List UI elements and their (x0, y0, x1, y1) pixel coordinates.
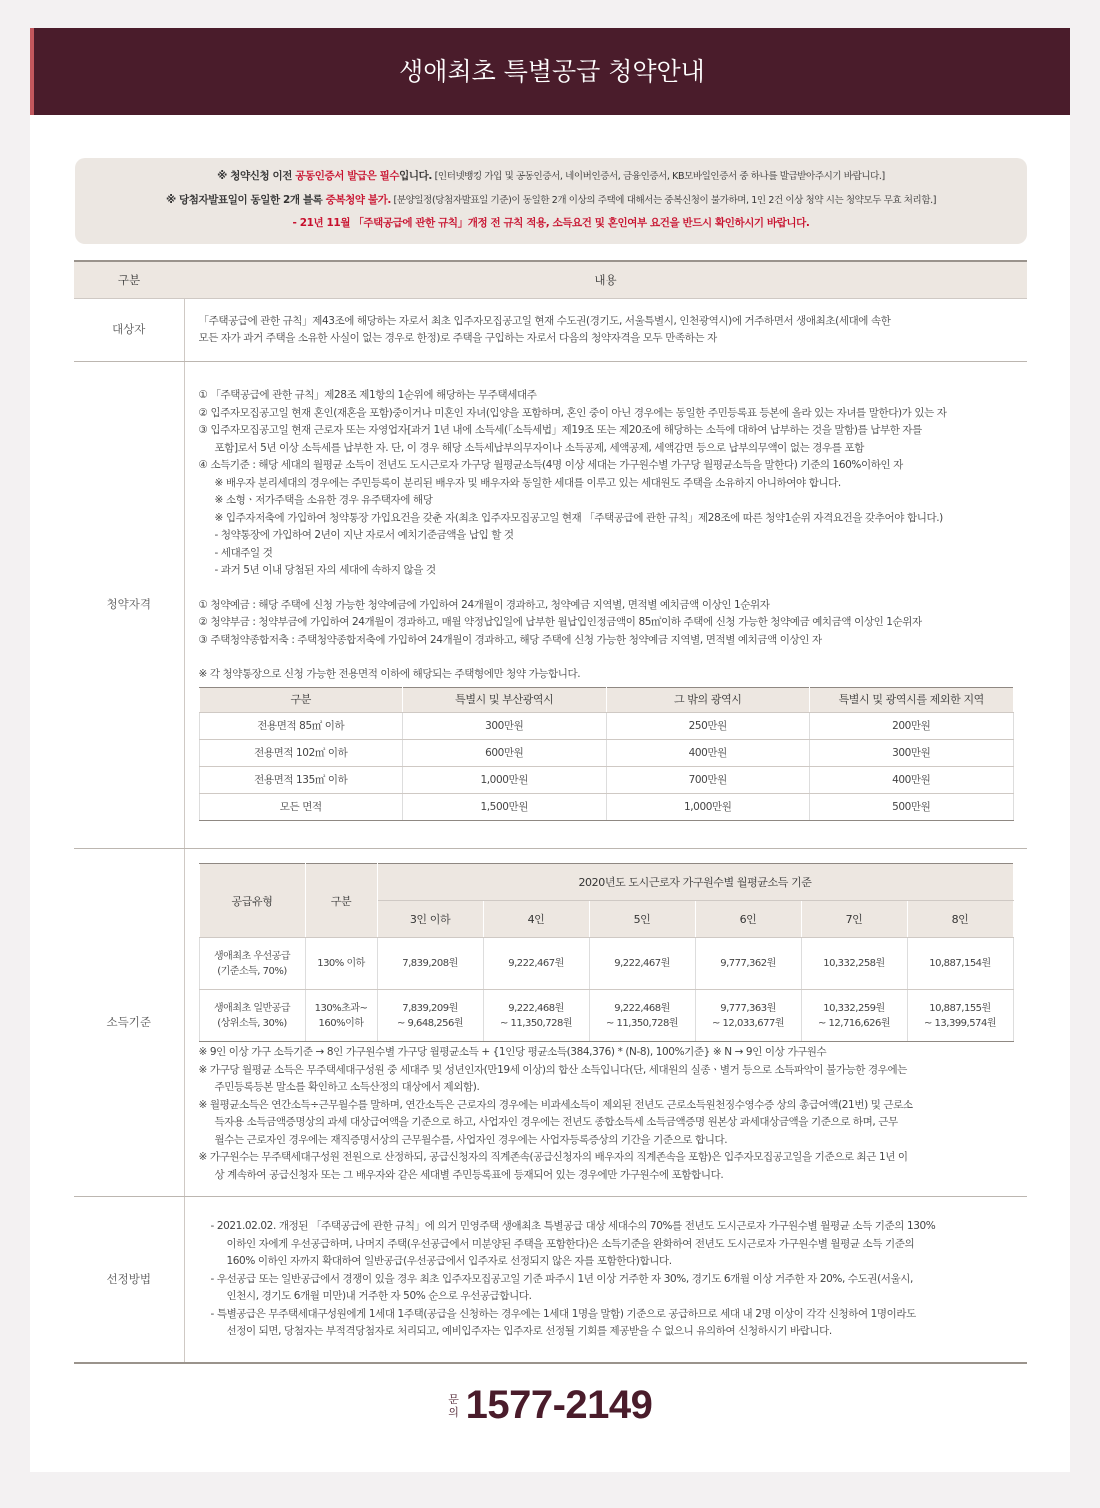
table-row (199, 990, 1013, 1042)
note-line: ※ 9인 이상 가구 소득기준 → 8인 가구원수별 가구당 월평균소득 + {1인당 평균소득(384,376) * (N-8), 100%기준} ※ N → 9인 이상 가구원수 (198, 1046, 827, 1058)
income-div-line: 130%초과~ (314, 1002, 368, 1014)
text-line: ② 청약부금 : 청약부금에 가입하여 24개월이 경과하고, 매월 약정납입일에 납부한 월납입인정금액이 85㎡이하 주택에 신청 가능한 청약예금 예치금액 이상인 1순위자 (198, 616, 922, 629)
income-value: 7,839,209원 (402, 1002, 458, 1014)
income-header-size: 6인 (695, 901, 801, 938)
spacer (199, 580, 1020, 597)
deposit-cell: 전용면적 135㎡ 이하 (199, 766, 403, 793)
table-row (199, 712, 1013, 739)
text-line: ② 입주자모집공고일 현재 혼인(재혼을 포함)중이거나 미혼인 자녀(입양을 포함하며, 혼인 중이 아닌 경우에는 동일한 주민등록표 등본에 올라 있는 자녀를 말한다)가 있는 자 (198, 406, 947, 419)
income-div-line: 160%이하 (318, 1017, 364, 1029)
income-type-cell (199, 990, 305, 1042)
deposit-cell: 700만원 (606, 766, 810, 793)
text-line: 이하인 자에게 우선공급하며, 나머지 주택(우선공급에서 미분양된 주택을 포함한다)은 소득기준을 완화하여 전년도 도시근로자 가구원수별 월평균 소득 기준의 (226, 1237, 915, 1250)
notice-text: ※ 당첨자발표일이 동일한 2개 블록 (165, 194, 326, 206)
income-value: 10,332,259원 (823, 1002, 885, 1014)
text-line: ※ 소형ㆍ저가주택을 소유한 경우 유주택자에 해당 (214, 494, 433, 507)
income-cell (801, 938, 907, 990)
income-cell (483, 990, 589, 1042)
note-line: 상 계속하여 공급신청자 또는 그 배우자와 같은 세대별 주민등록표에 등재되어 있는 경우에만 가구원수에 포함합니다. (214, 1168, 724, 1181)
text-line: - 2021.02.02. 개정된 「주택공급에 관한 규칙」에 의거 민영주택 생애최초 특별공급 대상 세대수의 70%를 전년도 도시근로자 가구원수별 월평균 소득 기준의 130% (210, 1220, 936, 1232)
deposit-cell: 200만원 (810, 712, 1014, 739)
deposit-header: 특별시 및 부산광역시 (403, 687, 607, 712)
table-row (199, 766, 1013, 793)
notice-line-1 (75, 168, 1027, 183)
notice-highlight: 중복청약 불가. (325, 194, 391, 206)
deposit-cell: 500만원 (810, 793, 1014, 820)
table-row (199, 793, 1013, 820)
notice-text: 입니다. (399, 170, 432, 182)
header-category: 구분 (74, 261, 184, 299)
deposit-table (199, 687, 1014, 821)
notice-box (75, 158, 1027, 244)
note-line: ※ 가구원수는 무주택세대구성원 전원으로 산정하되, 공급신청자의 직계존속(공급신청자의 배우자의 직계존속을 포함)은 입주자모집공고일을 기준으로 최근 1년 이 (198, 1151, 908, 1163)
qualification-content (184, 362, 1027, 849)
income-type-line: 생애최초 일반공급 (214, 1002, 290, 1014)
income-div-cell (305, 938, 377, 990)
income-cell (801, 990, 907, 1042)
income-div-cell (305, 990, 377, 1042)
income-header-type: 공급유형 (199, 864, 305, 938)
deposit-cell: 300만원 (810, 739, 1014, 766)
text-line: - 청약통장에 가입하여 2년이 지난 자로서 예치기준금액을 납입 할 것 (214, 529, 514, 542)
deposit-header: 특별시 및 광역시를 제외한 지역 (810, 687, 1014, 712)
income-table (199, 863, 1014, 1042)
income-header-group: 2020년도 도시근로자 가구원수별 월평균소득 기준 (377, 864, 1013, 901)
deposit-cell: 300만원 (403, 712, 607, 739)
text-line: ※ 입주자저축에 가입하여 청약통장 가입요건을 갖춘 자(최초 입주자모집공고일 현재 「주택공급에 관한 규칙」제28조에 따른 청약1순위 자격요건을 갖추어야 합니다.) (214, 511, 943, 524)
deposit-cell: 1,000만원 (606, 793, 810, 820)
page-title: 생애최초 특별공급 청약안내 (399, 57, 705, 86)
income-cell (589, 990, 695, 1042)
text-line: ※ 배우자 분리세대의 경우에는 주민등록이 분리된 배우자 및 배우자와 동일한 세대를 이루고 있는 세대원도 주택을 소유하지 아니하여야 합니다. (214, 476, 841, 489)
income-div-line: 130% 이하 (317, 958, 365, 969)
income-cell (695, 938, 801, 990)
income-cell (483, 938, 589, 990)
deposit-note: ※ 각 청약통장으로 신청 가능한 전용면적 이하에 해당되는 주택형에만 청약 가능합니다. (198, 668, 581, 681)
contact-label: 문의 (448, 1392, 459, 1419)
text-line: ④ 소득기준 : 해당 세대의 월평균 소득이 전년도 도시근로자 가구당 월평균소득(4명 이상 세대는 가구원수별 가구당 월평균소득을 말한다) 기준의 160%이하인 자 (198, 459, 903, 472)
text-line: 160% 이하인 자까지 확대하여 일반공급(우선공급에서 입주자로 선정되지 않은 자를 포함한다)합니다. (226, 1255, 672, 1267)
note-line: 주민등록등본 말소를 확인하고 소득산정의 대상에서 제외함). (214, 1081, 480, 1093)
deposit-cell: 400만원 (606, 739, 810, 766)
income-value: ~ 12,716,626원 (818, 1017, 890, 1029)
notice-text: ※ 청약신청 이전 (217, 170, 296, 182)
note-line: ※ 가구당 월평균 소득은 무주택세대구성원 중 세대주 및 성년인자(만19세 이상)의 합산 소득입니다(단, 세대원의 실종ㆍ별거 등으로 소득파악이 불가능한 경우에는 (198, 1063, 907, 1076)
contact (30, 1383, 1070, 1428)
table-row (199, 739, 1013, 766)
income-value: 9,222,467원 (614, 958, 670, 969)
income-value: 9,222,468원 (508, 1002, 564, 1014)
income-cell (695, 990, 801, 1042)
deposit-cell: 모든 면적 (199, 793, 403, 820)
income-value: 9,777,362원 (720, 958, 776, 969)
text-line: 모든 자가 과거 주택을 소유한 사실이 없는 경우로 한정)로 주택을 구입하는 자로서 다음의 청약자격을 모두 만족하는 자 (198, 332, 717, 344)
info-table (74, 260, 1027, 1364)
text-line: 선정이 되면, 당첨자는 부적격당첨자로 처리되고, 예비입주자는 입주자로 선정될 기회를 제공받을 수 없으니 유의하여 신청하시기 바랍니다. (226, 1325, 832, 1337)
deposit-cell: 600만원 (403, 739, 607, 766)
page (30, 28, 1070, 1472)
deposit-cell: 1,000만원 (403, 766, 607, 793)
income-header-size: 7인 (801, 901, 907, 938)
income-value: 10,332,258원 (823, 958, 885, 969)
income-header-size: 8인 (907, 901, 1013, 938)
income-value: 7,839,208원 (402, 958, 458, 969)
income-value: 9,777,363원 (720, 1002, 776, 1014)
note-line: 득자용 소득금액증명상의 과세 대상급여액을 기준으로 하고, 사업자인 경우에는 전년도 종합소득세 소득금액증명 원본상 과세대상금액을 기준으로 하며, 근무 (214, 1116, 898, 1128)
income-cell (377, 938, 483, 990)
text-line: 포함]로서 5년 이상 소득세를 납부한 자. 단, 이 경우 해당 소득세납부의무자이나 소득공제, 세액공제, 세액감면 등으로 납부의무액이 없는 경우를 포함 (214, 441, 864, 454)
income-value: 10,887,155원 (929, 1002, 991, 1014)
notice-highlight: 공동인증서 발급은 필수 (295, 170, 400, 182)
text-line: - 특별공급은 무주택세대구성원에게 1세대 1주택(공급을 신청하는 경우에는 1세대 1명을 말함) 기준으로 공급하므로 세대 내 2명 이상이 각각 신청하여 1명이라도 (210, 1307, 916, 1320)
text-line: 인천시, 경기도 6개월 미만)내 거주한 자 50% 순으로 우선공급합니다. (226, 1290, 532, 1302)
header-content: 내용 (184, 261, 1027, 299)
income-header-size: 4인 (483, 901, 589, 938)
income-value: 9,222,467원 (508, 958, 564, 969)
deposit-header: 그 밖의 광역시 (606, 687, 810, 712)
income-type-line: 생애최초 우선공급 (214, 950, 290, 962)
notice-small-text: [분양일정(당첨자발표일 기준)이 동일한 2개 이상의 주택에 대해서는 중복신청이 불가하며, 1인 2건 이상 청약 시는 청약모두 무효 처리함.] (390, 195, 937, 206)
deposit-cell: 250만원 (606, 712, 810, 739)
row-income (74, 849, 1027, 1197)
phone-number[interactable]: 1577-2149 (465, 1383, 653, 1427)
selection-content (184, 1197, 1027, 1363)
row-label-income: 소득기준 (74, 849, 184, 1197)
spacer (199, 649, 1020, 666)
income-cell (377, 990, 483, 1042)
income-header-size: 3인 이하 (377, 901, 483, 938)
deposit-cell: 전용면적 102㎡ 이하 (199, 739, 403, 766)
row-label-selection: 선정방법 (74, 1197, 184, 1363)
row-label-target: 대상자 (74, 299, 184, 362)
row-label-qualification: 청약자격 (74, 362, 184, 849)
row-target (74, 299, 1027, 362)
income-notes (199, 1044, 1020, 1184)
deposit-cell: 전용면적 85㎡ 이하 (199, 712, 403, 739)
deposit-cell: 1,500만원 (403, 793, 607, 820)
income-value: ~ 12,033,677원 (712, 1017, 784, 1029)
income-header-size: 5인 (589, 901, 695, 938)
income-value: ~ 11,350,728원 (500, 1017, 572, 1029)
income-cell (589, 938, 695, 990)
page-header (30, 28, 1070, 115)
notice-small-text: [인터넷뱅킹 가입 및 공동인증서, 네이버인증서, 금융인증서, KB모바일인증서 중 하나를 발급받아주시기 바랍니다.] (432, 171, 885, 182)
text-line: - 우선공급 또는 일반공급에서 경쟁이 있을 경우 최초 입주자모집공고일 기준 파주시 1년 이상 거주한 자 30%, 경기도 6개월 이상 거주한 자 20%, 수도권(서울시, (210, 1272, 913, 1285)
income-content (184, 849, 1027, 1197)
row-selection (74, 1197, 1027, 1363)
income-type-line: (상위소득, 30%) (217, 1017, 287, 1029)
note-line: ※ 월평균소득은 연간소득÷근무월수를 말하며, 연간소득은 근로자의 경우에는 비과세소득이 제외된 전년도 근로소득원천징수영수증 상의 총급여액(21번) 및 근로소 (198, 1098, 913, 1111)
text-line: - 과거 5년 이내 당첨된 자의 세대에 속하지 않을 것 (214, 564, 436, 577)
income-cell (907, 938, 1013, 990)
income-value: ~ 13,399,574원 (924, 1017, 996, 1029)
table-row (199, 938, 1013, 990)
income-type-cell (199, 938, 305, 990)
income-value: ~ 9,648,256원 (396, 1017, 464, 1029)
row-qualification (74, 362, 1027, 849)
income-header-div: 구분 (305, 864, 377, 938)
income-value: 9,222,468원 (614, 1002, 670, 1014)
target-content (184, 299, 1027, 362)
text-line: ③ 주택청약종합저축 : 주택청약종합저축에 가입하여 24개월이 경과하고, 해당 주택에 신청 가능한 청약예금 지역별, 면적별 예치금액 이상인 자 (198, 633, 822, 646)
notice-line-2 (75, 192, 1027, 207)
deposit-header: 구분 (199, 687, 403, 712)
text-line: ① 「주택공급에 관한 규칙」제28조 제1항의 1순위에 해당하는 무주택세대주 (198, 389, 537, 402)
notice-line-3: - 21년 11월 「주택공급에 관한 규칙」개정 전 규칙 적용, 소득요건 및 혼인여부 요건을 반드시 확인하시기 바랍니다. (292, 217, 810, 229)
text-line: ① 청약예금 : 해당 주택에 신청 가능한 청약예금에 가입하여 24개월이 경과하고, 청약예금 지역별, 면적별 예치금액 이상인 1순위자 (198, 598, 770, 611)
text-line: - 세대주일 것 (214, 546, 273, 559)
income-value: 10,887,154원 (929, 958, 991, 969)
income-type-line: (기준소득, 70%) (217, 965, 287, 977)
text-line: ③ 입주자모집공고일 현재 근로자 또는 자영업자[과거 1년 내에 소득세(「소득세법」제19조 또는 제20조에 해당하는 소득에 대하여 납부하는 것을 말함)를 납부한 자를 (198, 424, 922, 437)
income-value: ~ 11,350,728원 (606, 1017, 678, 1029)
text-line: 「주택공급에 관한 규칙」제43조에 해당하는 자로서 최초 입주자모집공고일 현재 수도권(경기도, 서울특별시, 인천광역시)에 거주하면서 생애최초(세대에 속한 (198, 314, 891, 327)
deposit-cell: 400만원 (810, 766, 1014, 793)
note-line: 월수는 근로자인 경우에는 재직증명서상의 근무월수를, 사업자인 경우에는 사업자등록증상의 기간을 기준으로 합니다. (214, 1133, 728, 1146)
income-cell (907, 990, 1013, 1042)
